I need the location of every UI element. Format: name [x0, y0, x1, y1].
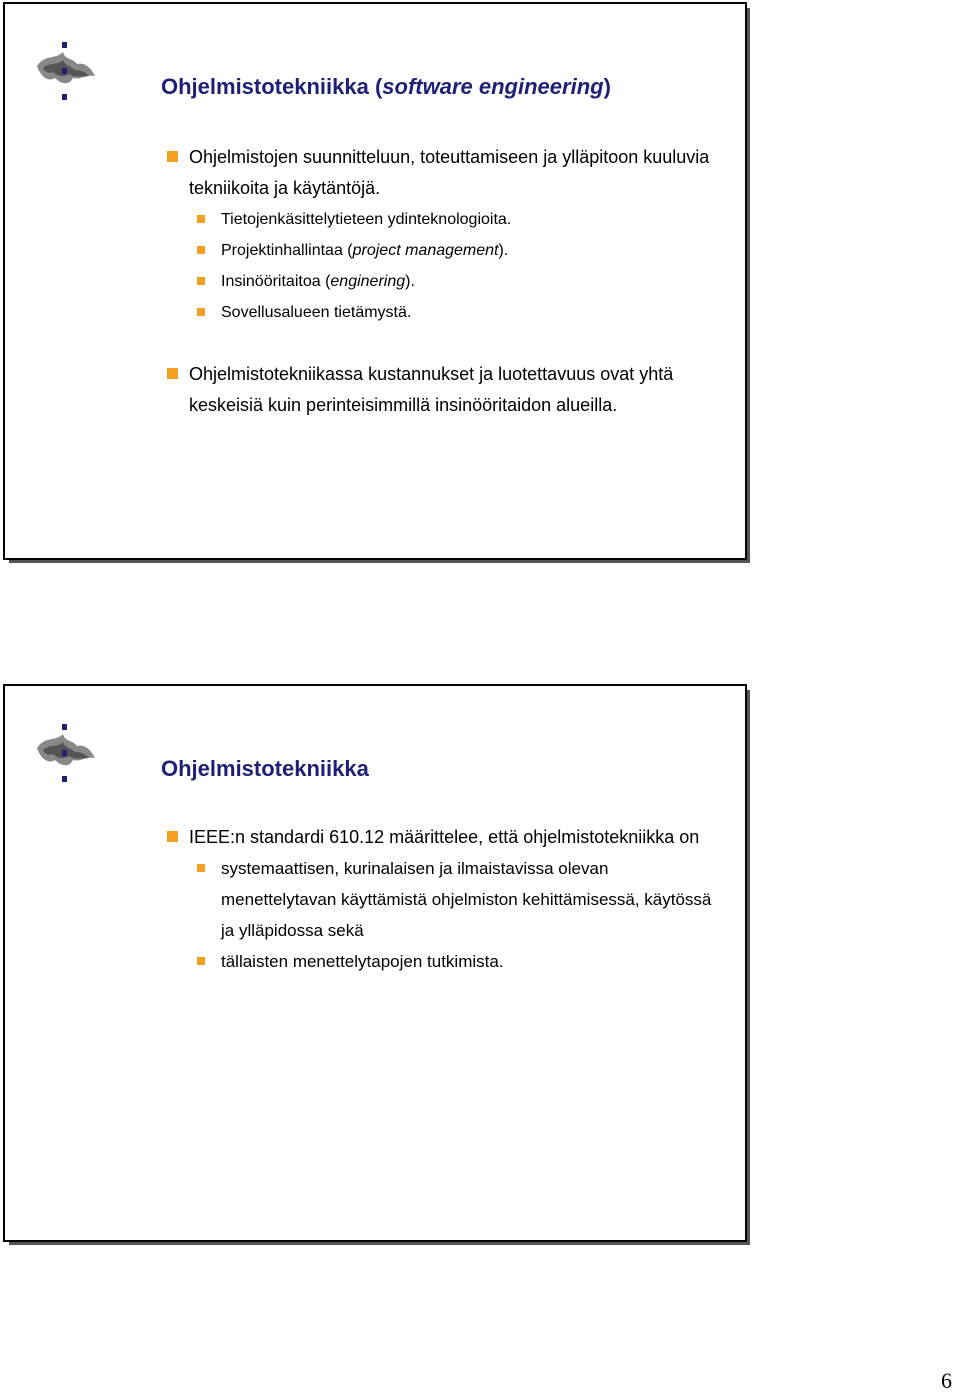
bullet-square-icon	[197, 277, 205, 285]
list-item: Insinööritaitoa (enginering).	[189, 266, 725, 297]
page-number: 6	[941, 1368, 952, 1393]
bullet-text: Ohjelmistojen suunnitteluun, toteuttamiseen ja ylläpitoon kuuluvia tekniikoita ja käytäntöjä.	[189, 147, 710, 198]
slide-1	[3, 2, 747, 560]
sub-bullet-list	[189, 204, 725, 328]
list-item	[165, 822, 725, 977]
bullet-list	[165, 822, 725, 977]
list-item: systemaattisen, kurinalaisen ja ilmaistavissa olevan menettelytavan käyttämistä ohjelmiston kehittämisessä, käytössä ja ylläpidossa sekä	[189, 853, 725, 946]
list-item: Tietojenkäsittelytieteen ydinteknologioita.	[189, 204, 725, 235]
sub-bullet-list	[189, 853, 725, 977]
university-flame-logo-icon	[33, 722, 97, 786]
bullet-list	[165, 142, 725, 421]
bullet-square-icon	[197, 957, 205, 965]
list-item	[165, 142, 725, 328]
university-flame-logo-icon	[33, 40, 97, 104]
slide-title: Ohjelmistotekniikka	[161, 756, 369, 781]
slide-2	[3, 684, 747, 1242]
list-item: Sovellusalueen tietämystä.	[189, 297, 725, 328]
list-item: tällaisten menettelytapojen tutkimista.	[189, 946, 725, 977]
bullet-square-icon	[197, 246, 205, 254]
bullet-square-icon	[167, 368, 178, 379]
bullet-square-icon	[197, 308, 205, 316]
bullet-square-icon	[167, 831, 178, 842]
list-item	[165, 359, 725, 421]
bullet-square-icon	[197, 864, 205, 872]
bullet-square-icon	[167, 151, 178, 162]
slide-title: Ohjelmistotekniikka (software engineering)	[161, 74, 611, 99]
bullet-square-icon	[197, 215, 205, 223]
bullet-text: Ohjelmistotekniikassa kustannukset ja luotettavuus ovat yhtä keskeisiä kuin perinteisimmillä insinööritaidon alueilla.	[189, 364, 674, 415]
list-item: Projektinhallintaa (project management).	[189, 235, 725, 266]
bullet-text: IEEE:n standardi 610.12 määrittelee, että ohjelmistotekniikka on	[189, 827, 700, 847]
